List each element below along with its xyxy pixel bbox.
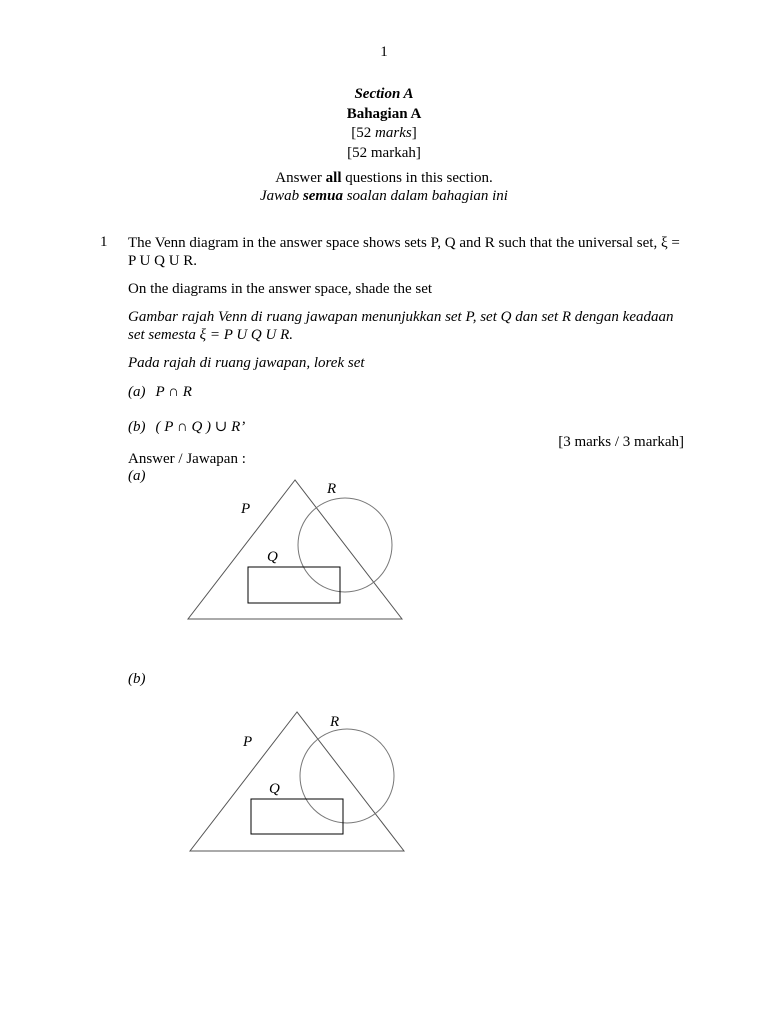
- instruction-ms-before: Jawab: [260, 188, 303, 204]
- answer-heading: Answer / Jawapan :: [128, 451, 246, 467]
- set-p-triangle-b: [190, 712, 404, 851]
- answer-part-a-label: (a): [128, 468, 146, 484]
- marks-en-open: [52: [351, 125, 376, 141]
- question-part-a-expr: P ∩ R: [155, 384, 192, 400]
- question-part-a-label: (a): [128, 384, 146, 400]
- instruction-en-bold: all: [325, 170, 342, 186]
- marks-en-close: ]: [411, 125, 417, 141]
- label-r-b: R: [330, 714, 340, 730]
- answer-part-b-label: (b): [128, 671, 146, 687]
- question-part-b-expr: ( P ∩ Q ) ∪ R’: [155, 419, 246, 435]
- label-q-a: Q: [267, 549, 278, 565]
- instruction-en-before: Answer: [275, 170, 326, 186]
- marks-ms: [52 markah]: [347, 145, 421, 161]
- label-r-a: R: [327, 481, 337, 497]
- marks-en-word: marks: [375, 125, 412, 141]
- question-marks: [3 marks / 3 markah]: [558, 434, 684, 450]
- section-title-en: Section A: [354, 86, 414, 102]
- instruction-ms-bold: semua: [302, 188, 343, 204]
- question-part-b-label: (b): [128, 419, 146, 435]
- label-p-b: P: [243, 734, 253, 750]
- question-number: 1: [100, 234, 108, 250]
- label-p-a: P: [241, 501, 251, 517]
- page-number: 1: [380, 44, 388, 60]
- question-intro-ms: Gambar rajah Venn di ruang jawapan menunjukkan set P, set Q dan set R dengan keadaan set semesta ξ = P U Q U R.: [128, 309, 674, 343]
- set-q-rectangle-b: [251, 799, 343, 834]
- question-instruction-ms: Pada rajah di ruang jawapan, lorek set: [128, 355, 365, 371]
- section-title-ms: Bahagian A: [346, 106, 422, 122]
- instruction-ms-after: soalan dalam bahagian ini: [342, 188, 508, 204]
- instruction-en-after: questions in this section.: [341, 170, 493, 186]
- label-q-b: Q: [269, 781, 280, 797]
- question-instruction-en: On the diagrams in the answer space, shade the set: [128, 281, 433, 297]
- question-intro-en: The Venn diagram in the answer space shows sets P, Q and R such that the universal set, ξ = P U Q U R.: [128, 235, 680, 269]
- set-r-circle-b: [300, 729, 394, 823]
